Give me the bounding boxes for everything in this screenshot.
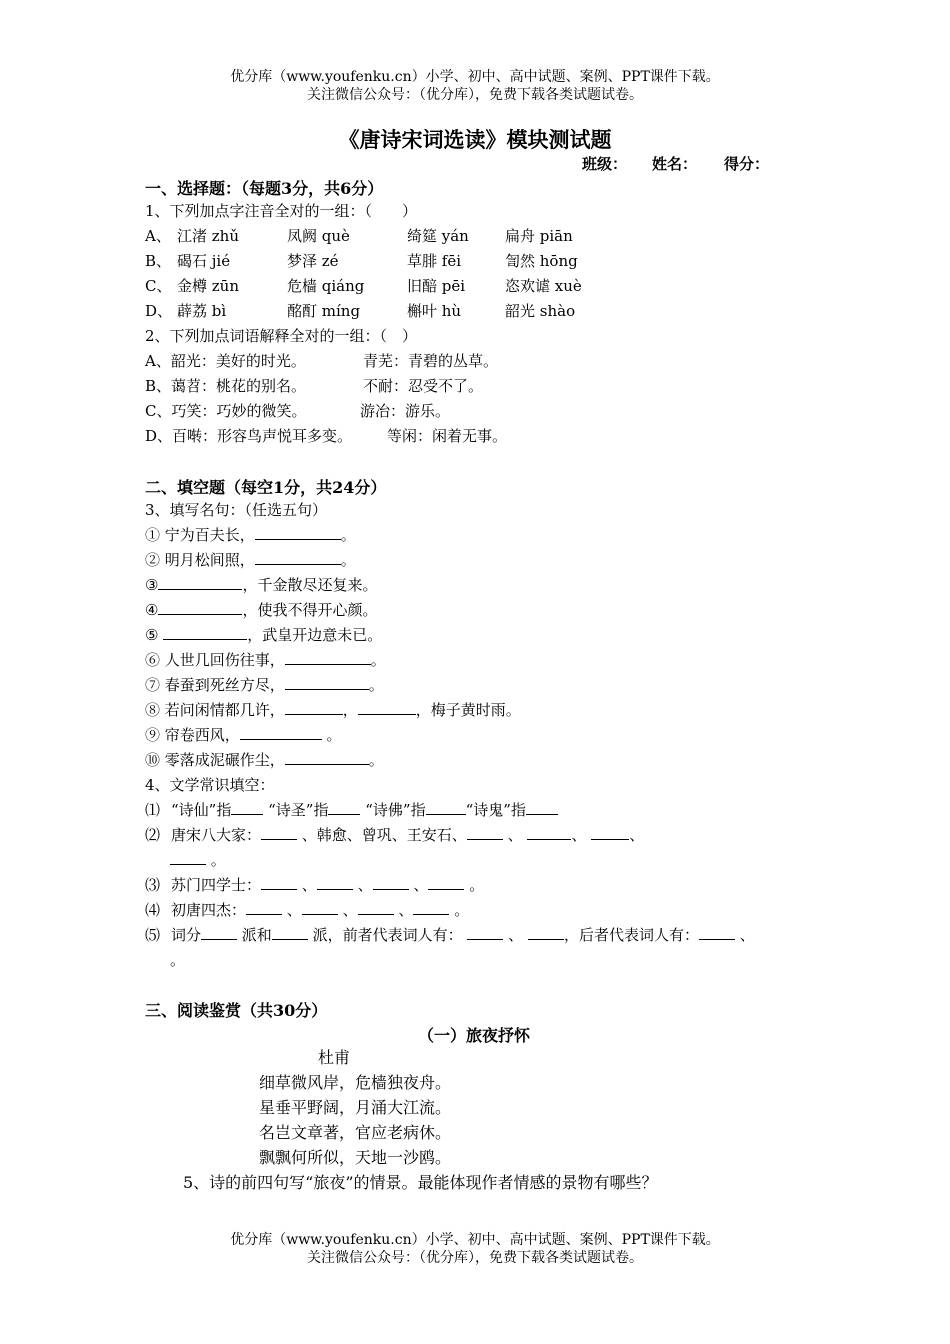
q3-line-9 (145, 725, 342, 745)
separator: 。 (454, 901, 470, 919)
part-text: 、 (507, 826, 523, 844)
part-text: 词分 (171, 926, 202, 944)
line-text: 。 (340, 526, 356, 544)
section-2-heading: 二、填空题（每空1分，共24分） (145, 478, 387, 497)
answer-blank[interactable] (699, 925, 735, 940)
answer-blank[interactable] (158, 600, 242, 615)
q1-option-c (145, 276, 582, 296)
separator: 、 (739, 926, 755, 944)
q3-line-8 (145, 700, 521, 720)
line-text: ，梅子黄时雨。 (415, 701, 521, 719)
q2-option-b (145, 376, 483, 396)
option-item: 薜荔 bì (177, 302, 227, 320)
answer-blank[interactable] (317, 875, 353, 890)
option-part: D、百啭：形容鸟声悦耳多变。 (145, 427, 353, 445)
answer-blank[interactable] (246, 900, 282, 915)
q1-option-b (145, 251, 578, 271)
option-part: C、巧笑：巧妙的微笑。 (145, 402, 307, 420)
part-text: 、韩愈、曾巩、王安石、 (301, 826, 467, 844)
answer-blank[interactable] (240, 725, 322, 740)
option-letter: B、 (145, 252, 172, 270)
q3-line-6 (145, 650, 386, 670)
answer-blank[interactable] (285, 675, 369, 690)
option-item: 绮筵 yán (407, 227, 469, 245)
separator: 、 (286, 901, 302, 919)
line-text: 。 (321, 726, 342, 744)
answer-blank[interactable] (272, 925, 308, 940)
header-line-1: 优分库（www.youfenku.cn）小学、初中、高中试题、案例、PPT课件下载。 (230, 69, 720, 85)
q3-line-5 (145, 625, 382, 645)
option-item: 訇然 hōng (505, 252, 578, 270)
section-1-heading: 一、选择题：（每题3分，共6分） (145, 179, 384, 198)
option-part: 游冶：游乐。 (360, 402, 451, 420)
header-line-2: 关注微信公众号：（优分库），免费下载各类试题试卷。 (307, 87, 643, 103)
q4-part-5-cont: 。 (170, 951, 186, 969)
answer-blank[interactable] (285, 700, 343, 715)
separator: 、 (357, 876, 373, 894)
q2-option-a (145, 351, 498, 371)
answer-blank[interactable] (467, 825, 503, 840)
section-3-heading: 三、阅读鉴赏（共30分） (145, 1001, 328, 1020)
part-number: ⑸ (145, 926, 161, 944)
line-text: ⑩ 零落成泥碾作尘， (145, 751, 285, 769)
q4-part-3 (145, 875, 484, 895)
line-text: ⑤ (145, 626, 164, 644)
line-text: ，千金散尽还复来。 (242, 576, 378, 594)
line-text: ⑧ 若问闲情都几许， (145, 701, 285, 719)
part-number: ⑷ (145, 901, 161, 919)
line-text: 。 (368, 751, 384, 769)
answer-blank[interactable] (527, 825, 571, 840)
separator: 、 (413, 876, 429, 894)
option-item: 梦泽 zé (287, 252, 339, 270)
option-part: 等闲：闲着无事。 (387, 427, 508, 445)
q2-option-c (145, 401, 450, 421)
line-text: 。 (370, 651, 386, 669)
q3-stem: 3、填写名句：（任选五句） (145, 501, 328, 519)
line-text: 。 (368, 676, 384, 694)
answer-blank[interactable] (358, 900, 394, 915)
answer-blank[interactable] (328, 800, 360, 815)
answer-blank[interactable] (528, 925, 564, 940)
answer-blank[interactable] (426, 800, 466, 815)
line-text: 。 (340, 551, 356, 569)
option-item: 危樯 qiáng (287, 277, 365, 295)
q3-line-1 (145, 525, 356, 545)
line-text: ⑥ 人世几回伤往事， (145, 651, 285, 669)
option-letter: D、 (145, 302, 173, 320)
page-title: 《唐诗宋词选读》模块测试题 (338, 128, 612, 152)
answer-blank[interactable] (373, 875, 409, 890)
option-item: 金樽 zūn (177, 277, 239, 295)
answer-blank[interactable] (285, 650, 371, 665)
part-text: 初唐四杰： (171, 901, 247, 919)
option-item: 旧醅 pēi (407, 277, 466, 295)
q4-part-2 (145, 825, 644, 845)
option-item: 江渚 zhǔ (177, 227, 239, 245)
poem-subtitle: （一）旅夜抒怀 (418, 1026, 531, 1045)
answer-blank[interactable] (413, 900, 449, 915)
option-item: 恣欢谑 xuè (505, 277, 582, 295)
part-text: “诗佛”指 (365, 801, 426, 819)
answer-blank[interactable] (302, 900, 338, 915)
answer-blank[interactable] (163, 625, 247, 640)
option-item: 草腓 fēi (407, 252, 461, 270)
line-text: ④ (145, 601, 159, 619)
line-text: ② 明月松间照， (145, 551, 255, 569)
separator: 。 (469, 876, 485, 894)
poem-line-2: 星垂平野阔，月涌大江流。 (259, 1098, 452, 1117)
q4-part-5 (145, 925, 755, 945)
class-label: 班级： (582, 155, 628, 173)
answer-blank[interactable] (261, 875, 297, 890)
part-text: 、 (571, 826, 587, 844)
answer-blank[interactable] (231, 800, 263, 815)
answer-blank[interactable] (201, 925, 237, 940)
q3-line-3 (145, 575, 377, 595)
q2-option-d (145, 426, 507, 446)
score-label: 得分： (724, 155, 770, 173)
part-text: “诗圣”指 (268, 801, 329, 819)
answer-blank[interactable] (428, 875, 464, 890)
line-text: ① 宁为百夫长， (145, 526, 255, 544)
q2-stem: 2、下列加点词语解释全对的一组：（ ） (145, 327, 418, 345)
option-item: 碣石 jié (177, 252, 231, 270)
answer-blank[interactable] (467, 925, 503, 940)
q4-part-4 (145, 900, 469, 920)
part-text: 苏门四学士： (171, 876, 262, 894)
option-item: 扁舟 piān (505, 227, 573, 245)
q3-line-4 (145, 600, 377, 620)
separator: 、 (342, 901, 358, 919)
part-number: ⑴ (145, 801, 161, 819)
answer-blank[interactable] (255, 550, 341, 565)
q1-option-d (145, 301, 575, 321)
part-number: ⑶ (145, 876, 161, 894)
answer-blank[interactable] (591, 825, 629, 840)
option-letter: C、 (145, 277, 172, 295)
option-part: A、韶光：美好的时光。 (145, 352, 306, 370)
line-text: ， (342, 701, 358, 719)
line-text: ③ (145, 576, 159, 594)
poem-author: 杜甫 (318, 1048, 351, 1067)
q5-stem: 5、诗的前四句写“旅夜”的情景。最能体现作者情感的景物有哪些？ (183, 1173, 658, 1192)
q3-line-7 (145, 675, 384, 695)
answer-blank[interactable] (526, 800, 558, 815)
separator: 、 (508, 926, 524, 944)
part-text: 唐宋八大家： (171, 826, 262, 844)
part-text: “诗仙”指 (171, 801, 232, 819)
option-part: B、蔼苕：桃花的别名。 (145, 377, 307, 395)
poem-line-1: 细草微风岸，危樯独夜舟。 (259, 1073, 452, 1092)
q3-line-2 (145, 550, 356, 570)
answer-blank[interactable] (285, 750, 369, 765)
q4-part-2-cont (170, 850, 226, 870)
answer-blank[interactable] (255, 525, 341, 540)
option-letter: A、 (145, 227, 171, 245)
line-text: ⑦ 春蚕到死丝方尽， (145, 676, 285, 694)
q3-line-10 (145, 750, 384, 770)
option-item: 酩酊 míng (287, 302, 361, 320)
part-text: 、 (629, 826, 645, 844)
q1-stem: 1、下列加点字注音全对的一组：（ ） (145, 202, 418, 220)
poem-line-3: 名岂文章著，官应老病休。 (259, 1123, 452, 1142)
option-item: 槲叶 hù (407, 302, 462, 320)
footer-line-1: 优分库（www.youfenku.cn）小学、初中、高中试题、案例、PPT课件下载。 (230, 1232, 720, 1248)
part-text: 派，前者代表词人有： (312, 926, 463, 944)
answer-blank[interactable] (261, 825, 297, 840)
q4-part-1 (145, 800, 558, 820)
answer-blank[interactable] (358, 700, 416, 715)
option-item: 韶光 shào (505, 302, 576, 320)
option-item: 凤阙 què (287, 227, 350, 245)
part-text: 。 (210, 851, 226, 869)
part-text: 派和 (241, 926, 272, 944)
answer-blank[interactable] (158, 575, 242, 590)
option-part: 不耐：忍受不了。 (363, 377, 484, 395)
part-number: ⑵ (145, 826, 161, 844)
name-label: 姓名： (652, 155, 698, 173)
separator: 、 (398, 901, 414, 919)
separator: 、 (301, 876, 317, 894)
poem-line-4: 飘飘何所似，天地一沙鸥。 (259, 1148, 452, 1167)
answer-blank[interactable] (170, 850, 206, 865)
line-text: ⑨ 帘卷西风， (145, 726, 240, 744)
q1-option-a (145, 226, 573, 246)
option-part: 青芜：青碧的丛草。 (363, 352, 499, 370)
q4-stem: 4、文学常识填空： (145, 776, 275, 794)
part-text: ，后者代表词人有： (563, 926, 699, 944)
footer-line-2: 关注微信公众号：（优分库），免费下载各类试题试卷。 (307, 1250, 643, 1266)
part-text: “诗鬼”指 (465, 801, 526, 819)
line-text: ，武皇开边意未已。 (247, 626, 383, 644)
line-text: ，使我不得开心颜。 (242, 601, 378, 619)
